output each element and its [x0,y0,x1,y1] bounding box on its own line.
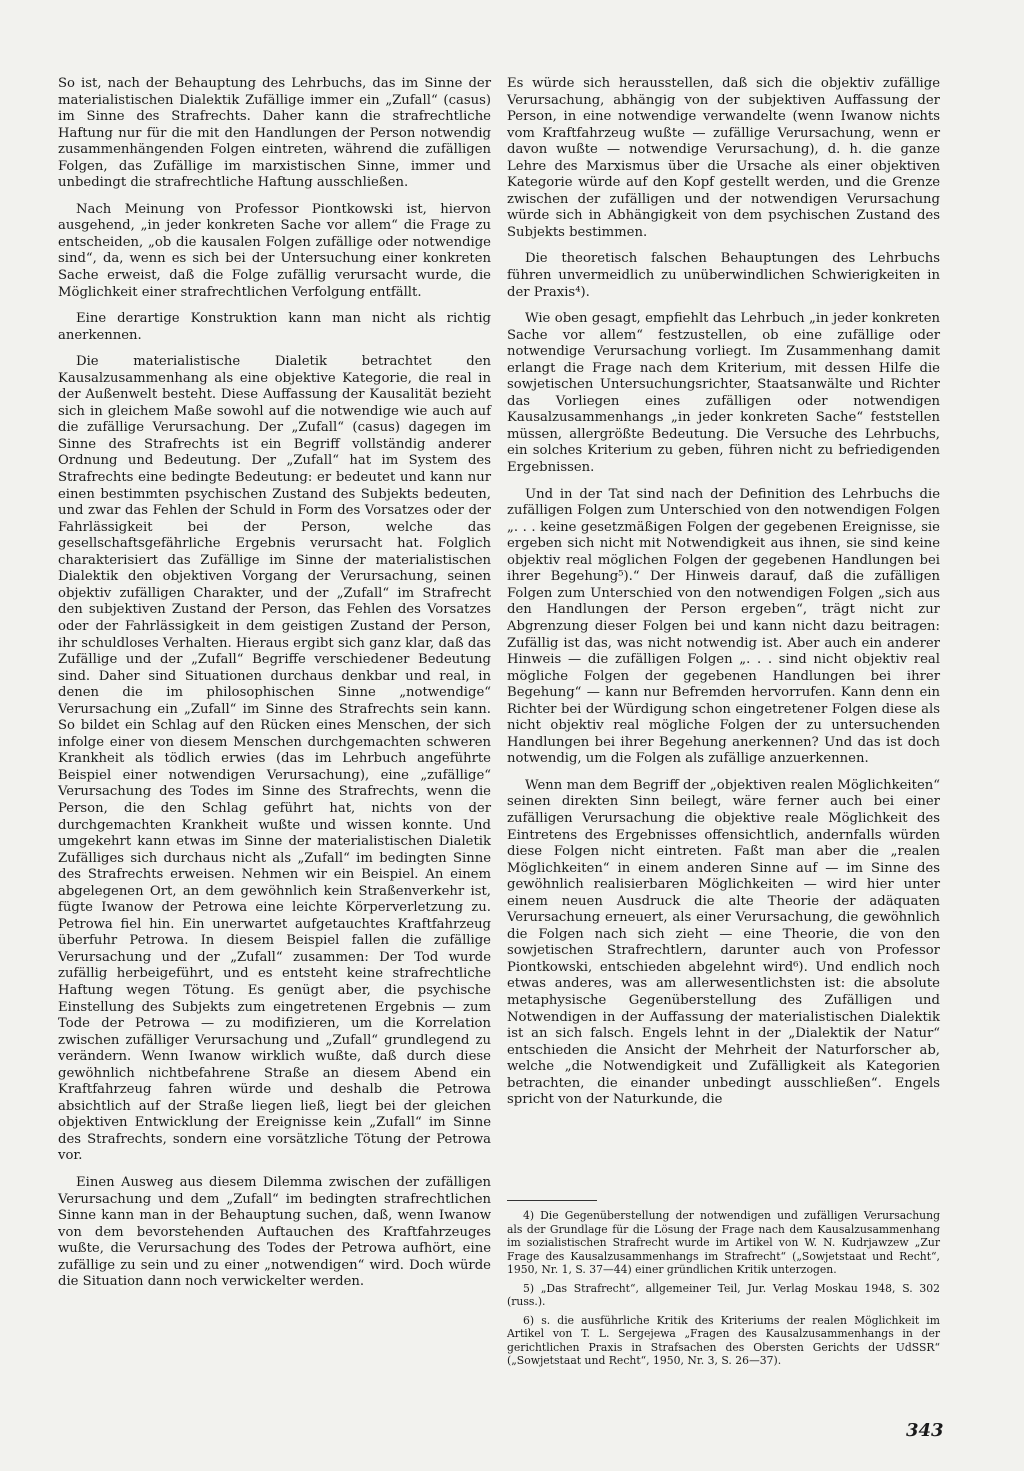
footnote-6: 6) s. die ausführliche Kritik des Kriteriums der realen Möglichkeit im Artikel von T. L. Sergejewa „Fragen des Kausalzusammenhangs in der gerichtlichen Praxis in Strafsachen des Obersten Gerichts der UdSSR“ („Sowjetstaat und Recht“, 1950, Nr. 3, S. 26—37). [507,1313,940,1367]
footnote-5: 5) „Das Strafrecht“, allgemeiner Teil, Jur. Verlag Moskau 1948, S. 302 (russ.). [507,1281,940,1308]
paragraph: Und in der Tat sind nach der Definition des Lehrbuchs die zufälligen Folgen zum Unterschied von den notwendigen Folgen „. . . keine gesetzmäßigen Folgen der gegebenen Ereignisse, sie ergeben sich nicht mit Notwendigkeit aus ihnen, sie sind keine objektiv real möglichen Folgen der gegebenen Handlungen bei ihrer Begehung⁵).“ Der Hinweis darauf, daß die zufälligen Folgen zum Unterschied von den notwendigen Folgen „sich aus den Handlungen der Person ergeben“, trägt nicht zur Abgrenzung dieser Folgen bei und kann nicht dazu beitragen: Zufällig ist das, was nicht notwendig ist. Aber auch ein anderer Hinweis — die zufälligen Folgen „. . . sind nicht objektiv real mögliche Folgen der gegebenen Handlungen bei ihrer Begehung“ — kann nur Befremden hervorrufen. Kann denn ein Richter bei der Würdigung schon eingetretener Folgen diese als nicht objektiv real mögliche Folgen der zu untersuchenden Handlungen bei ihrer Begehung anerkennen? Und das ist doch notwendig, um die Folgen als zufällige anzuerkennen. [507,486,940,767]
paragraph: Nach Meinung von Professor Piontkowski ist, hiervon ausgehend, „in jeder konkreten Sache vor allem“ die Frage zu entscheiden, „ob die kausalen Folgen zufällige oder notwendige sind“, da, wenn es sich bei der Untersuchung einer konkreten Sache erweist, daß die Folge zufällig verursacht wurde, die Möglichkeit einer strafrechtlichen Verfolgung entfällt. [58,201,491,300]
page-number: 343 [906,1420,944,1441]
paragraph: So ist, nach der Behauptung des Lehrbuchs, das im Sinne der materialistischen Dialektik Zufällige immer ein „Zufall“ (casus) im Sinne des Strafrechts. Daher kann die strafrechtliche Haftung nur für die mit den Handlungen der Person notwendig zusammenhängenden Folgen eintreten, während die zufälligen Folgen, das Zufällige im marxistischen Sinne, immer und unbedingt die strafrechtliche Haftung ausschließen. [58,76,491,191]
left-column [58,76,491,1301]
footnote-divider [507,1200,597,1201]
paragraph: Eine derartige Konstruktion kann man nicht als richtig anerkennen. [58,311,491,343]
footnotes [507,1209,940,1373]
footnote-4: 4) Die Gegenüberstellung der notwendigen und zufälligen Verursachung als der Grundlage für die Lösung der Frage nach dem Kausalzusammenhang im sozialistischen Strafrecht wurde im Artikel von W. N. Kudrjawzew „Zur Frage des Kausalzusammenhangs im Strafrecht“ („Sowjetstaat und Recht“, 1950, Nr. 1, S. 37—44) einer gründlichen Kritik unterzogen. [507,1209,940,1276]
paragraph: Die theoretisch falschen Behauptungen des Lehrbuchs führen unvermeidlich zu unüberwindlichen Schwierigkeiten in der Praxis⁴). [507,251,940,300]
right-column [507,76,940,1119]
paragraph: Einen Ausweg aus diesem Dilemma zwischen der zufälligen Verursachung und dem „Zufall“ im bedingten strafrechtlichen Sinne kann man in der Behauptung suchen, daß, wenn Iwanow von dem bevorstehenden Auftauchen des Kraftfahrzeuges wußte, die Verursachung des Todes der Petrowa aufhört, eine zufällige zu sein und zu einer „notwendigen“ wird. Doch würde die Situation dann noch verwickelter werden. [58,1175,491,1290]
paragraph: Es würde sich herausstellen, daß sich die objektiv zufällige Verursachung, abhängig von der subjektiven Auffassung der Person, in eine notwendige verwandelte (wenn Iwanow nichts vom Kraftfahrzeug wußte — zufällige Verursachung, wenn er davon wußte — notwendige Verursachung), d. h. die ganze Lehre des Marxismus über die Ursache als einer objektiven Kategorie würde auf den Kopf gestellt werden, und die Grenze zwischen der zufälligen und der notwendigen Verursachung würde sich in Abhängigkeit von dem psychischen Zustand des Subjekts bestimmen. [507,76,940,240]
paragraph: Wenn man dem Begriff der „objektiven realen Möglichkeiten“ seinen direkten Sinn beilegt, wäre ferner auch bei einer zufälligen Verursachung die objektive reale Möglichkeit des Eintretens des Ergebnisses offensichtlich, andernfalls würden diese Folgen nicht eintreten. Faßt man aber die „realen Möglichkeiten“ in einem anderen Sinne auf — im Sinne des gewöhnlich realisierbaren Möglichkeiten — wird hier unter einem neuen Ausdruck die alte Theorie der adäquaten Verursachung erneuert, als einer Verursachung, die gewöhnlich die Folgen nach sich zieht — eine Theorie, die von den sowjetischen Strafrechtlern, darunter auch von Professor Piontkowski, entschieden abgelehnt wird⁶). Und endlich noch etwas anderes, was am allerwesentlichsten ist: die absolute metaphysische Gegenüberstellung des Zufälligen und Notwendigen in der Auffassung der materialistischen Dialektik ist an sich falsch. Engels lehnt in der „Dialektik der Natur“ entschieden die Ansicht der Mehrheit der Naturforscher ab, welche „die Notwendigkeit und Zufälligkeit als Kategorien betrachten, die einander unbedingt ausschließen“. Engels spricht von der Naturkunde, die [507,777,940,1108]
paragraph: Die materialistische Dialetik betrachtet den Kausalzusammenhang als eine objektive Kategorie, die real in der Außenwelt besteht. Diese Auffassung der Kausalität bezieht sich in gleichem Maße sowohl auf die notwendige wie auch auf die zufällige Verursachung. Der „Zufall“ (casus) dagegen im Sinne des Strafrechts ist ein Begriff vollständig anderer Ordnung und Bedeutung. Der „Zufall“ hat im System des Strafrechts eine bedingte Bedeutung: er bedeutet und kann nur einen bestimmten psychischen Zustand des Subjekts bedeuten, und zwar das Fehlen der Schuld in Form des Vorsatzes oder der Fahrlässigkeit bei der Person, welche das gesellschaftsgefährliche Ergebnis verursacht hat. Folglich charakterisiert das Zufällige im Sinne der materialistischen Dialektik den objektiven Vorgang der Verursachung, seinen objektiv zufälligen Charakter, und der „Zufall“ im Strafrecht den subjektiven Zustand der Person, das Fehlen des Vorsatzes oder der Fahrlässigkeit in dem geistigen Zustand der Person, ihr schuldloses Verhalten. Hieraus ergibt sich ganz klar, daß das Zufällige und der „Zufall“ Begriffe verschiedener Bedeutung sind. Daher sind Situationen durchaus denkbar und real, in denen die im philosophischen Sinne „notwendige“ Verursachung ein „Zufall“ im Sinne des Strafrechts sein kann. So bildet ein Schlag auf den Rücken eines Menschen, der sich infolge einer von diesem Menschen durchgemachten schweren Krankheit als tödlich erwies (das im Lehrbuch angeführte Beispiel einer notwendigen Verursachung), eine „zufällige“ Verursachung des Todes im Sinne des Strafrechts, wenn die Person, die den Schlag geführt hat, nichts von der durchgemachten Krankheit wußte und wissen konnte. Und umgekehrt kann etwas im Sinne der materialistischen Dialetik Zufälliges sich durchaus nicht als „Zufall“ im bedingten Sinne des Strafrechts erweisen. Nehmen wir ein Beispiel. An einem abgelegenen Ort, an dem gewöhnlich kein Straßenverkehr ist, fügte Iwanow der Petrowa eine leichte Körperverletzung zu. Petrowa fiel hin. Ein unerwartet aufgetauchtes Kraftfahrzeug überfuhr Petrowa. In diesem Beispiel fallen die zufällige Verursachung und der „Zufall“ zusammen: Der Tod wurde zufällig herbeigeführt, und es entsteht keine strafrechtliche Haftung wegen Tötung. Es genügt aber, die psychische Einstellung des Subjekts zum eingetretenen Ergebnis — zum Tode der Petrowa — zu modifizieren, um die Korrelation zwischen zufälliger Verursachung und „Zufall“ grundlegend zu verändern. Wenn Iwanow wirklich wußte, daß durch diese gewöhnlich nichtbefahrene Straße an diesem Abend ein Kraftfahrzeug fahren würde und deshalb die Petrowa absichtlich auf der Straße liegen ließ, liegt bei der gleichen objektiven Entwicklung der Ereignisse kein „Zufall“ im Sinne des Strafrechts, sondern eine vorsätzliche Tötung der Petrowa vor. [58,354,491,1164]
paragraph: Wie oben gesagt, empfiehlt das Lehrbuch „in jeder konkreten Sache vor allem“ festzustellen, ob eine zufällige oder notwendige Verursachung vorliegt. Im Zusammenhang damit erlangt die Frage nach dem Kriterium, mit dessen Hilfe die sowjetischen Untersuchungsrichter, Staatsanwälte und Richter das Vorliegen eines zufälligen oder notwendigen Kausalzusammenhangs „in jeder konkreten Sache“ feststellen müssen, allergrößte Bedeutung. Die Versuche des Lehrbuchs, ein solches Kriterium zu geben, führen nicht zu befriedigenden Ergebnissen. [507,311,940,476]
